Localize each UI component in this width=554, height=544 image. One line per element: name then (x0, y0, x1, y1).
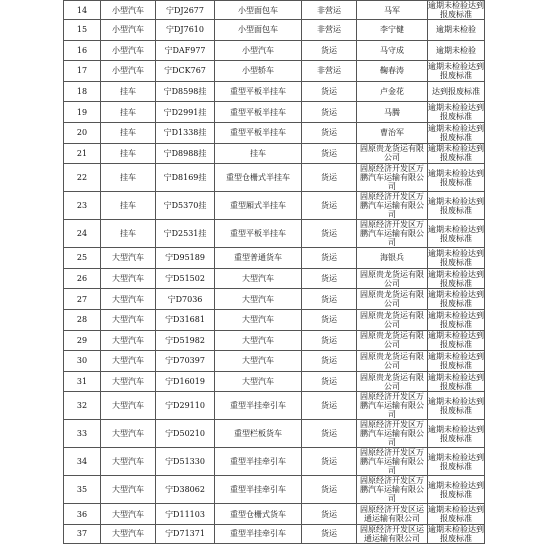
vehicle-type-cell: 大型汽车 (215, 309, 302, 330)
table-row (64, 220, 485, 248)
vehicle-type-cell: 小型面包车 (215, 1, 302, 20)
vehicle-status-cell: 逾期未检验达到报废标准 (428, 144, 484, 163)
usage-nature-cell: 货运 (302, 448, 357, 476)
plate-number-cell: 宁D51982 (156, 330, 215, 351)
owner-name-cell: 固原经济开发区运通运输有限公司 (357, 504, 428, 525)
owner-name-cell: 固原贵龙货运有限公司 (357, 289, 428, 310)
vehicle-class-cell: 大型汽车 (101, 392, 156, 420)
vehicle-type-cell: 重型平板半挂车 (215, 220, 302, 248)
table-row (64, 143, 485, 164)
vehicle-status-cell: 逾期未检验达到报废标准 (428, 392, 485, 420)
table-row (64, 330, 485, 351)
vehicle-status-cell: 达到报废标准 (428, 81, 485, 102)
vehicle-status-cell: 逾期未检验达到报废标准 (428, 505, 484, 524)
vehicle-status-cell: 逾期未检验达到报废标准 (428, 248, 484, 267)
vehicle-status-cell: 逾期未检验达到报废标准 (428, 103, 484, 122)
owner-name-cell: 卢金花 (357, 81, 428, 102)
vehicle-type-cell: 重型平板半挂车 (215, 81, 302, 102)
plate-number-cell: 宁D2991挂 (156, 102, 215, 123)
usage-nature-cell: 货运 (302, 289, 357, 310)
vehicle-class-cell: 小型汽车 (101, 40, 156, 61)
vehicle-type-cell: 大型汽车 (215, 330, 302, 351)
row-number-cell: 29 (64, 330, 101, 351)
owner-name-cell: 固原贵龙货运有限公司 (357, 351, 428, 372)
vehicle-type-cell: 重型半挂牵引车 (215, 524, 302, 543)
table-row (64, 289, 485, 310)
plate-number-cell: 宁D51330 (156, 448, 215, 476)
usage-nature-cell: 货运 (302, 102, 357, 123)
plate-number-cell: 宁D38062 (156, 476, 215, 504)
table-row (64, 192, 485, 220)
table-row (64, 420, 485, 448)
vehicle-status-cell: 逾期未检验达到报废标准 (428, 192, 485, 220)
vehicle-status-cell: 逾期未检验达到报废标准 (428, 448, 485, 476)
vehicle-type-cell: 重型平板半挂车 (215, 122, 302, 143)
table-row (64, 268, 485, 289)
vehicle-type-cell: 小型面包车 (215, 20, 302, 41)
vehicle-class-cell: 大型汽车 (101, 248, 156, 269)
owner-name-cell: 海银兵 (357, 248, 428, 269)
owner-name-cell: 固原贵龙货运有限公司 (357, 371, 428, 392)
usage-nature-cell: 货运 (302, 122, 357, 143)
row-number-cell: 27 (64, 289, 101, 310)
usage-nature-cell: 货运 (302, 268, 357, 289)
plate-number-cell: 宁D29110 (156, 392, 215, 420)
vehicle-status-cell: 逾期未检验达到报废标准 (428, 290, 484, 309)
vehicle-class-cell: 挂车 (101, 192, 156, 220)
vehicle-status-cell: 逾期未检验达到报废标准 (428, 420, 485, 448)
table-row (64, 20, 485, 41)
vehicle-class-cell: 大型汽车 (101, 448, 156, 476)
owner-name-cell: 马军 (357, 1, 428, 20)
owner-name-cell: 固原贵龙货运有限公司 (357, 143, 428, 164)
vehicle-class-cell: 大型汽车 (101, 289, 156, 310)
table-row (64, 504, 485, 525)
usage-nature-cell: 货运 (302, 220, 357, 248)
owner-name-cell: 马腾 (357, 102, 428, 123)
row-number-cell: 32 (64, 392, 101, 420)
vehicle-table-sheet (63, 0, 485, 544)
plate-number-cell: 宁DJ7610 (156, 20, 215, 41)
row-number-cell: 34 (64, 448, 101, 476)
vehicle-status-cell: 逾期未检验达到报废标准 (428, 372, 484, 391)
vehicle-class-cell: 挂车 (101, 122, 156, 143)
plate-number-cell: 宁D51502 (156, 268, 215, 289)
vehicle-status-cell: 逾期未检验达到报废标准 (428, 476, 485, 504)
plate-number-cell: 宁D11103 (156, 504, 215, 525)
plate-number-cell: 宁D71371 (156, 524, 215, 543)
vehicle-status-cell: 逾期未检验达到报废标准 (428, 123, 484, 142)
vehicle-class-cell: 大型汽车 (101, 476, 156, 504)
table-row (64, 371, 485, 392)
vehicle-status-cell: 逾期未检验达到报废标准 (428, 61, 484, 80)
owner-name-cell: 固原经济开发区万鹏汽车运输有限公司 (357, 476, 428, 504)
vehicle-status-cell: 逾期未检验达到报废标准 (428, 164, 485, 192)
table-row (64, 392, 485, 420)
plate-number-cell: 宁D70397 (156, 351, 215, 372)
plate-number-cell: 宁D8169挂 (156, 164, 215, 192)
usage-nature-cell: 非营运 (302, 61, 357, 82)
owner-name-cell: 固原经济开发区万鹏汽车运输有限公司 (357, 192, 428, 220)
owner-name-cell: 固原经济开发区万鹏汽车运输有限公司 (357, 220, 428, 248)
plate-number-cell: 宁D95189 (156, 248, 215, 269)
plate-number-cell: 宁D16019 (156, 371, 215, 392)
row-number-cell: 25 (64, 248, 101, 269)
row-number-cell: 16 (64, 40, 101, 61)
vehicle-status-cell: 逾期未检验 (428, 40, 485, 61)
vehicle-status-cell: 逾期未检验达到报废标准 (428, 351, 484, 370)
usage-nature-cell: 货运 (302, 40, 357, 61)
plate-number-cell: 宁D2531挂 (156, 220, 215, 248)
vehicle-class-cell: 挂车 (101, 81, 156, 102)
table-row (64, 309, 485, 330)
table-row (64, 248, 485, 269)
vehicle-class-cell: 挂车 (101, 143, 156, 164)
row-number-cell: 24 (64, 220, 101, 248)
row-number-cell: 35 (64, 476, 101, 504)
usage-nature-cell: 货运 (302, 504, 357, 525)
usage-nature-cell: 非营运 (302, 20, 357, 41)
vehicle-type-cell: 大型汽车 (215, 289, 302, 310)
owner-name-cell: 固原经济开发区万鹏汽车运输有限公司 (357, 392, 428, 420)
table-row (64, 81, 485, 102)
table-row (64, 524, 485, 543)
usage-nature-cell: 货运 (302, 164, 357, 192)
row-number-cell: 20 (64, 122, 101, 143)
vehicle-type-cell: 重型半挂牵引车 (215, 476, 302, 504)
vehicle-type-cell: 重型栏板货车 (215, 420, 302, 448)
vehicle-class-cell: 挂车 (101, 102, 156, 123)
vehicle-type-cell: 重型仓栅式货车 (215, 504, 302, 525)
vehicle-class-cell: 大型汽车 (101, 309, 156, 330)
plate-number-cell: 宁D50210 (156, 420, 215, 448)
vehicle-class-cell: 大型汽车 (101, 268, 156, 289)
vehicle-class-cell: 大型汽车 (101, 330, 156, 351)
vehicle-type-cell: 挂车 (215, 143, 302, 164)
usage-nature-cell: 货运 (302, 143, 357, 164)
vehicle-status-cell: 逾期未检验达到报废标准 (428, 220, 485, 248)
row-number-cell: 17 (64, 61, 101, 82)
vehicle-class-cell: 挂车 (101, 164, 156, 192)
table-row (64, 61, 485, 82)
row-number-cell: 26 (64, 268, 101, 289)
usage-nature-cell: 货运 (302, 420, 357, 448)
table-row (64, 448, 485, 476)
vehicle-status-cell: 逾期未检验达到报废标准 (428, 310, 484, 329)
row-number-cell: 21 (64, 143, 101, 164)
vehicle-class-cell: 小型汽车 (101, 20, 156, 41)
vehicle-type-cell: 大型汽车 (215, 371, 302, 392)
usage-nature-cell: 货运 (302, 330, 357, 351)
vehicle-status-cell: 逾期未检验 (428, 20, 485, 41)
vehicle-type-cell: 重型仓栅式半挂车 (215, 164, 302, 192)
vehicle-class-cell: 大型汽车 (101, 420, 156, 448)
owner-name-cell: 固原经济开发区万鹏汽车运输有限公司 (357, 164, 428, 192)
row-number-cell: 36 (64, 504, 101, 525)
vehicle-type-cell: 大型汽车 (215, 268, 302, 289)
vehicle-type-cell: 小型轿车 (215, 61, 302, 82)
row-number-cell: 28 (64, 309, 101, 330)
owner-name-cell: 曹治军 (357, 122, 428, 143)
row-number-cell: 37 (64, 524, 101, 543)
row-number-cell: 22 (64, 164, 101, 192)
vehicle-table (63, 0, 485, 544)
row-number-cell: 14 (64, 1, 101, 20)
vehicle-class-cell: 大型汽车 (101, 351, 156, 372)
vehicle-type-cell: 重型半挂牵引车 (215, 392, 302, 420)
vehicle-type-cell: 小型汽车 (215, 40, 302, 61)
plate-number-cell: 宁DJ2677 (156, 1, 215, 20)
plate-number-cell: 宁DCK767 (156, 61, 215, 82)
owner-name-cell: 鞠春涛 (357, 61, 428, 82)
vehicle-class-cell: 小型汽车 (101, 1, 156, 20)
table-row (64, 476, 485, 504)
vehicle-type-cell: 重型厢式半挂车 (215, 192, 302, 220)
vehicle-class-cell: 大型汽车 (101, 524, 156, 543)
table-row (64, 40, 485, 61)
owner-name-cell: 李宁健 (357, 20, 428, 41)
owner-name-cell: 固原贵龙货运有限公司 (357, 309, 428, 330)
vehicle-type-cell: 重型普通货车 (215, 248, 302, 269)
vehicle-status-cell: 逾期未检验达到报废标准 (428, 524, 484, 543)
owner-name-cell: 固原经济开发区运通运输有限公司 (357, 524, 428, 543)
row-number-cell: 33 (64, 420, 101, 448)
usage-nature-cell: 货运 (302, 351, 357, 372)
vehicle-class-cell: 大型汽车 (101, 371, 156, 392)
plate-number-cell: 宁D8988挂 (156, 143, 215, 164)
usage-nature-cell: 货运 (302, 309, 357, 330)
usage-nature-cell: 货运 (302, 524, 357, 543)
vehicle-type-cell: 大型汽车 (215, 351, 302, 372)
plate-number-cell: 宁DAF977 (156, 40, 215, 61)
table-row (64, 351, 485, 372)
plate-number-cell: 宁D1338挂 (156, 122, 215, 143)
plate-number-cell: 宁D7036 (156, 289, 215, 310)
plate-number-cell: 宁D8598挂 (156, 81, 215, 102)
vehicle-class-cell: 小型汽车 (101, 61, 156, 82)
usage-nature-cell: 货运 (302, 392, 357, 420)
vehicle-type-cell: 重型半挂牵引车 (215, 448, 302, 476)
plate-number-cell: 宁D31681 (156, 309, 215, 330)
usage-nature-cell: 货运 (302, 371, 357, 392)
vehicle-table-body (64, 1, 485, 544)
row-number-cell: 30 (64, 351, 101, 372)
owner-name-cell: 固原经济开发区万鹏汽车运输有限公司 (357, 448, 428, 476)
row-number-cell: 19 (64, 102, 101, 123)
table-row (64, 102, 485, 123)
row-number-cell: 23 (64, 192, 101, 220)
table-row (64, 122, 485, 143)
usage-nature-cell: 货运 (302, 192, 357, 220)
table-row (64, 1, 485, 20)
row-number-cell: 31 (64, 371, 101, 392)
vehicle-class-cell: 大型汽车 (101, 504, 156, 525)
vehicle-class-cell: 挂车 (101, 220, 156, 248)
vehicle-status-cell: 逾期未检验达到报废标准 (428, 269, 484, 288)
usage-nature-cell: 货运 (302, 81, 357, 102)
vehicle-status-cell: 逾期未检验达到报废标准 (428, 1, 484, 19)
row-number-cell: 18 (64, 81, 101, 102)
usage-nature-cell: 非营运 (302, 1, 357, 20)
owner-name-cell: 固原贵龙货运有限公司 (357, 268, 428, 289)
plate-number-cell: 宁D5370挂 (156, 192, 215, 220)
owner-name-cell: 固原经济开发区万鹏汽车运输有限公司 (357, 420, 428, 448)
usage-nature-cell: 货运 (302, 248, 357, 269)
row-number-cell: 15 (64, 20, 101, 41)
owner-name-cell: 固原贵龙货运有限公司 (357, 330, 428, 351)
usage-nature-cell: 货运 (302, 476, 357, 504)
owner-name-cell: 马守成 (357, 40, 428, 61)
vehicle-status-cell: 逾期未检验达到报废标准 (428, 331, 484, 350)
vehicle-type-cell: 重型平板半挂车 (215, 102, 302, 123)
table-row (64, 164, 485, 192)
